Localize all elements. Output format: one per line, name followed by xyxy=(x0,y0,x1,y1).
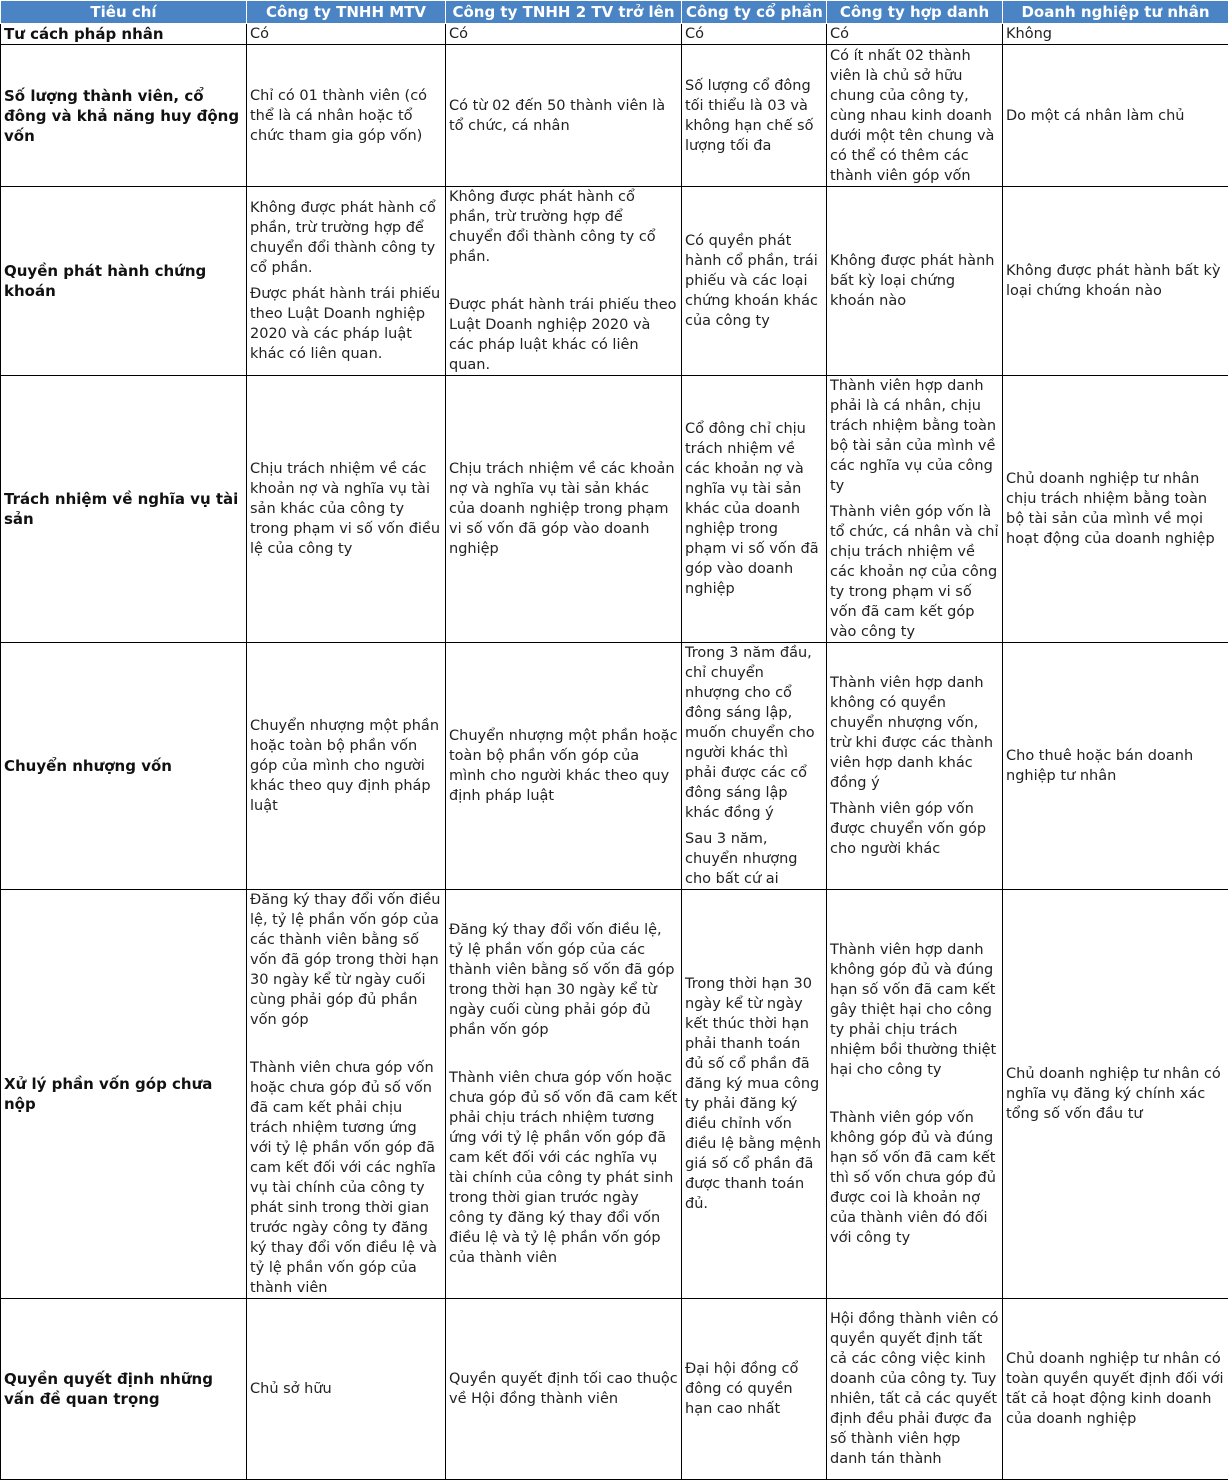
cell-paragraph: Sau 3 năm, chuyển nhượng cho bất cứ ai xyxy=(685,829,823,889)
cell-paragraph: Không xyxy=(1006,24,1225,44)
cell-paragraph: Có xyxy=(830,24,999,44)
cell-paragraph: Thành viên hợp danh không có quyền chuyển nhượng vốn, trừ khi được các thành viên hợp danh khác đồng ý xyxy=(830,673,999,793)
cell-multi-member-llc xyxy=(446,1299,682,1480)
cell-paragraph: Được phát hành trái phiếu theo Luật Doanh nghiệp 2020 và các pháp luật khác có liên quan. xyxy=(449,295,678,375)
cell-paragraph: Có từ 02 đến 50 thành viên là tổ chức, cá nhân xyxy=(449,96,678,136)
cell-paragraph: Thành viên góp vốn là tổ chức, cá nhân và chỉ chịu trách nhiệm về các khoản nợ của công ty trong phạm vi số vốn đã cam kết góp vào công ty xyxy=(830,502,999,642)
criteria-label: Quyền phát hành chứng khoán xyxy=(1,187,247,376)
criteria-label: Quyền quyết định những vấn đề quan trọng xyxy=(1,1299,247,1480)
criteria-label: Chuyển nhượng vốn xyxy=(1,643,247,890)
cell-paragraph: Chịu trách nhiệm về các khoản nợ và nghĩa vụ tài sản khác của công ty trong phạm vi số vốn điều lệ của công ty xyxy=(250,459,442,559)
cell-private-enterprise xyxy=(1003,1299,1228,1480)
cell-paragraph: Chủ doanh nghiệp tư nhân chịu trách nhiệm bằng toàn bộ tài sản của mình về mọi hoạt động của doanh nghiệp xyxy=(1006,469,1225,549)
cell-partnership xyxy=(827,376,1003,643)
cell-single-member-llc xyxy=(247,45,446,187)
cell-paragraph: Không được phát hành cổ phần, trừ trường hợp để chuyển đổi thành công ty cổ phần. xyxy=(250,198,442,278)
cell-multi-member-llc xyxy=(446,890,682,1299)
cell-paragraph: Chịu trách nhiệm về các khoản nợ và nghĩa vụ tài sản khác của doanh nghiệp trong phạm vi số vốn đã góp vào doanh nghiệp xyxy=(449,459,678,559)
cell-joint-stock-company xyxy=(682,1299,827,1480)
cell-joint-stock-company xyxy=(682,45,827,187)
cell-paragraph: Chuyển nhượng một phần hoặc toàn bộ phần vốn góp của mình cho người khác theo quy định pháp luật xyxy=(250,716,442,816)
cell-multi-member-llc xyxy=(446,643,682,890)
cell-paragraph: Do một cá nhân làm chủ xyxy=(1006,106,1225,126)
criteria-label: Xử lý phần vốn góp chưa nộp xyxy=(1,890,247,1299)
cell-single-member-llc xyxy=(247,1299,446,1480)
table-row xyxy=(1,890,1228,1299)
table-body xyxy=(1,24,1228,1480)
table-header xyxy=(1,1,1228,24)
cell-paragraph: Được phát hành trái phiếu theo Luật Doanh nghiệp 2020 và các pháp luật khác có liên quan. xyxy=(250,284,442,364)
cell-single-member-llc xyxy=(247,24,446,45)
cell-paragraph: Trong thời hạn 30 ngày kể từ ngày kết thúc thời hạn phải thanh toán đủ số cổ phần đã đăng ký mua công ty phải đăng ký điều chỉnh vốn điều lệ bằng mệnh giá số cổ phần đã được thanh toán đủ. xyxy=(685,974,823,1214)
cell-joint-stock-company xyxy=(682,643,827,890)
cell-paragraph: Có xyxy=(250,24,442,44)
cell-partnership xyxy=(827,890,1003,1299)
cell-partnership xyxy=(827,1299,1003,1480)
cell-multi-member-llc xyxy=(446,376,682,643)
table-row xyxy=(1,376,1228,643)
cell-paragraph: Đại hội đồng cổ đông có quyền hạn cao nhất xyxy=(685,1359,823,1419)
cell-paragraph: Thành viên góp vốn được chuyển vốn góp cho người khác xyxy=(830,799,999,859)
cell-paragraph: Số lượng cổ đông tối thiểu là 03 và không hạn chế số lượng tối đa xyxy=(685,76,823,156)
table-row xyxy=(1,1299,1228,1480)
header-criteria: Tiêu chí xyxy=(1,1,247,24)
cell-single-member-llc xyxy=(247,376,446,643)
table-row xyxy=(1,45,1228,187)
cell-joint-stock-company xyxy=(682,890,827,1299)
cell-partnership xyxy=(827,45,1003,187)
header-partnership: Công ty hợp danh xyxy=(827,1,1003,24)
cell-multi-member-llc xyxy=(446,45,682,187)
cell-paragraph: Không được phát hành cổ phần, trừ trường hợp để chuyển đổi thành công ty cổ phần. xyxy=(449,187,678,267)
cell-multi-member-llc xyxy=(446,187,682,376)
cell-single-member-llc xyxy=(247,890,446,1299)
cell-paragraph: Có xyxy=(685,24,823,44)
cell-paragraph: Có quyền phát hành cổ phần, trái phiếu và các loại chứng khoán khác của công ty xyxy=(685,231,823,331)
table-row xyxy=(1,187,1228,376)
cell-paragraph: Chủ sở hữu xyxy=(250,1379,442,1399)
cell-paragraph: Không được phát hành bất kỳ loại chứng khoán nào xyxy=(830,251,999,311)
cell-paragraph: Thành viên chưa góp vốn hoặc chưa góp đủ số vốn đã cam kết phải chịu trách nhiệm tương ứng với tỷ lệ phần vốn góp đã cam kết đối với các nghĩa vụ tài chính của công ty phát sinh trong thời gian trước ngày công ty đăng ký thay đổi vốn điều lệ và tỷ lệ phần vốn góp của thành viên xyxy=(250,1058,442,1298)
cell-paragraph: Hội đồng thành viên có quyền quyết định tất cả các công việc kinh doanh của công ty. Tuy nhiên, tất cả các quyết định đều phải được đa số thành viên hợp danh tán thành xyxy=(830,1309,999,1469)
cell-paragraph: Có ít nhất 02 thành viên là chủ sở hữu chung của công ty, cùng nhau kinh doanh dưới một tên chung và có thể có thêm các thành viên góp vốn xyxy=(830,46,999,186)
cell-private-enterprise xyxy=(1003,45,1228,187)
cell-single-member-llc xyxy=(247,643,446,890)
cell-partnership xyxy=(827,187,1003,376)
criteria-label: Trách nhiệm về nghĩa vụ tài sản xyxy=(1,376,247,643)
header-multi-member-llc: Công ty TNHH 2 TV trở lên xyxy=(446,1,682,24)
cell-paragraph: Đăng ký thay đổi vốn điều lệ, tỷ lệ phần vốn góp của các thành viên bằng số vốn đã góp trong thời hạn 30 ngày kể từ ngày cuối cùng phải góp đủ phần vốn góp xyxy=(250,890,442,1030)
cell-private-enterprise xyxy=(1003,376,1228,643)
cell-paragraph: Không được phát hành bất kỳ loại chứng khoán nào xyxy=(1006,261,1225,301)
criteria-label: Số lượng thành viên, cổ đông và khả năng huy động vốn xyxy=(1,45,247,187)
cell-paragraph: Có xyxy=(449,24,678,44)
cell-paragraph: Thành viên chưa góp vốn hoặc chưa góp đủ số vốn đã cam kết phải chịu trách nhiệm tương ứng với tỷ lệ phần vốn góp đã cam kết đối với các nghĩa vụ tài chính của công ty phát sinh trong thời gian trước ngày công ty đăng ký thay đổi vốn điều lệ và tỷ lệ phần vốn góp của thành viên xyxy=(449,1068,678,1268)
cell-paragraph: Trong 3 năm đầu, chỉ chuyển nhượng cho cổ đông sáng lập, muốn chuyển cho người khác thì phải được các cổ đông sáng lập khác đồng ý xyxy=(685,643,823,823)
header-single-member-llc: Công ty TNHH MTV xyxy=(247,1,446,24)
header-joint-stock-company: Công ty cổ phần xyxy=(682,1,827,24)
cell-paragraph: Chuyển nhượng một phần hoặc toàn bộ phần vốn góp của mình cho người khác theo quy định pháp luật xyxy=(449,726,678,806)
cell-paragraph: Chủ doanh nghiệp tư nhân có nghĩa vụ đăng ký chính xác tổng số vốn đầu tư xyxy=(1006,1064,1225,1124)
table-row xyxy=(1,643,1228,890)
cell-single-member-llc xyxy=(247,187,446,376)
cell-paragraph: Đăng ký thay đổi vốn điều lệ, tỷ lệ phần vốn góp của các thành viên bằng số vốn đã góp trong thời hạn 30 ngày kể từ ngày cuối cùng phải góp đủ phần vốn góp xyxy=(449,920,678,1040)
header-row xyxy=(1,1,1228,24)
cell-paragraph: Thành viên góp vốn không góp đủ và đúng hạn số vốn đã cam kết thì số vốn chưa góp đủ được coi là khoản nợ của thành viên đó đối với công ty xyxy=(830,1108,999,1248)
cell-paragraph: Cho thuê hoặc bán doanh nghiệp tư nhân xyxy=(1006,746,1225,786)
cell-paragraph: Chủ doanh nghiệp tư nhân có toàn quyền quyết định đối với tất cả hoạt động kinh doanh của doanh nghiệp xyxy=(1006,1349,1225,1429)
cell-private-enterprise xyxy=(1003,890,1228,1299)
cell-multi-member-llc xyxy=(446,24,682,45)
cell-paragraph: Thành viên hợp danh phải là cá nhân, chịu trách nhiệm bằng toàn bộ tài sản của mình về các nghĩa vụ của công ty xyxy=(830,376,999,496)
cell-private-enterprise xyxy=(1003,187,1228,376)
criteria-label: Tư cách pháp nhân xyxy=(1,24,247,45)
cell-partnership xyxy=(827,24,1003,45)
cell-paragraph: Quyền quyết định tối cao thuộc về Hội đồng thành viên xyxy=(449,1369,678,1409)
header-private-enterprise: Doanh nghiệp tư nhân xyxy=(1003,1,1228,24)
cell-joint-stock-company xyxy=(682,187,827,376)
cell-paragraph: Chỉ có 01 thành viên (có thể là cá nhân hoặc tổ chức tham gia góp vốn) xyxy=(250,86,442,146)
cell-joint-stock-company xyxy=(682,24,827,45)
cell-partnership xyxy=(827,643,1003,890)
cell-joint-stock-company xyxy=(682,376,827,643)
cell-private-enterprise xyxy=(1003,643,1228,890)
cell-paragraph: Cổ đông chỉ chịu trách nhiệm về các khoản nợ và nghĩa vụ tài sản khác của doanh nghiệp trong phạm vi số vốn đã góp vào doanh nghiệp xyxy=(685,419,823,599)
cell-private-enterprise xyxy=(1003,24,1228,45)
table-row xyxy=(1,24,1228,45)
cell-paragraph: Thành viên hợp danh không góp đủ và đúng hạn số vốn đã cam kết gây thiệt hại cho công ty phải chịu trách nhiệm bồi thường thiệt hại cho công ty xyxy=(830,940,999,1080)
